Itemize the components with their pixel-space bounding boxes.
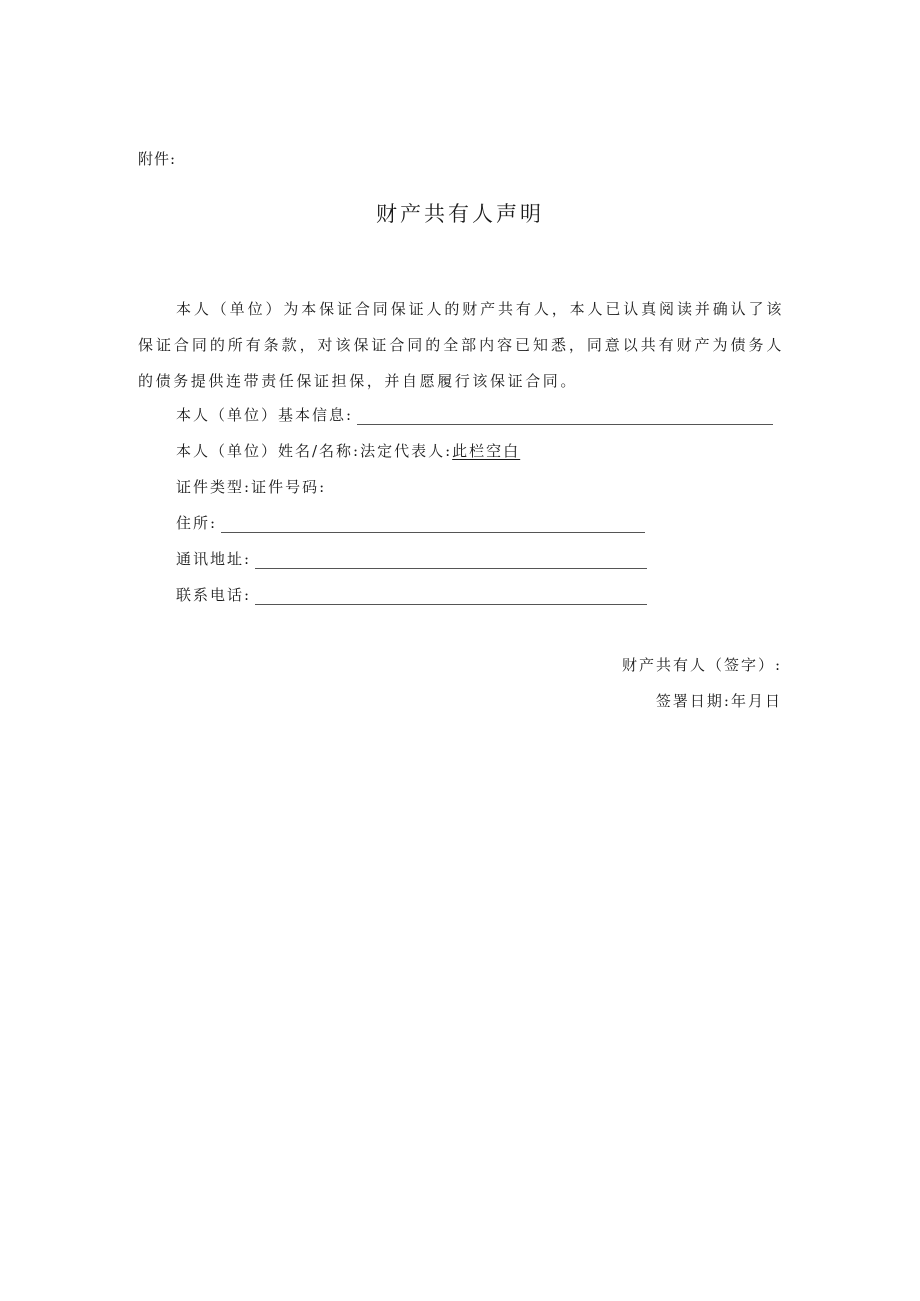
mail-address-blank	[255, 554, 647, 569]
document-title: 财产共有人声明	[376, 202, 544, 226]
basic-info-blank	[357, 410, 773, 425]
address-row	[176, 512, 645, 533]
name-row	[176, 440, 520, 461]
phone-label: 联系电话:	[176, 586, 252, 604]
date-row	[656, 690, 782, 711]
id-number-label: 证件号码:	[251, 478, 327, 496]
mail-address-label: 通讯地址:	[176, 550, 252, 568]
address-label: 住所:	[176, 514, 218, 532]
name-label: 本人（单位）姓名/名称:	[176, 442, 361, 460]
phone-row	[176, 584, 647, 605]
legal-rep-value: 此栏空白	[452, 442, 521, 460]
legal-rep-label: 法定代表人:	[360, 442, 453, 460]
date-label: 签署日期:	[655, 692, 731, 710]
signer-label: 财产共有人（签字）:	[621, 656, 782, 674]
date-value: 年月日	[730, 692, 782, 710]
id-type-label: 证件类型:	[176, 478, 252, 496]
declaration-paragraph: 本人（单位）为本保证合同保证人的财产共有人，本人已认真阅读并确认了该保证合同的所有条款，对该保证合同的全部内容已知悉，同意以共有财产为债务人的债务提供连带责任保证担保，并自愿履行该保证合同。	[138, 300, 784, 390]
basic-info-row	[176, 404, 773, 425]
id-row	[176, 476, 326, 497]
attachment-label: 附件:	[138, 150, 177, 168]
mail-address-row	[176, 548, 647, 569]
phone-blank	[255, 590, 647, 605]
address-blank	[221, 518, 645, 533]
basic-info-label: 本人（单位）基本信息:	[176, 406, 354, 424]
